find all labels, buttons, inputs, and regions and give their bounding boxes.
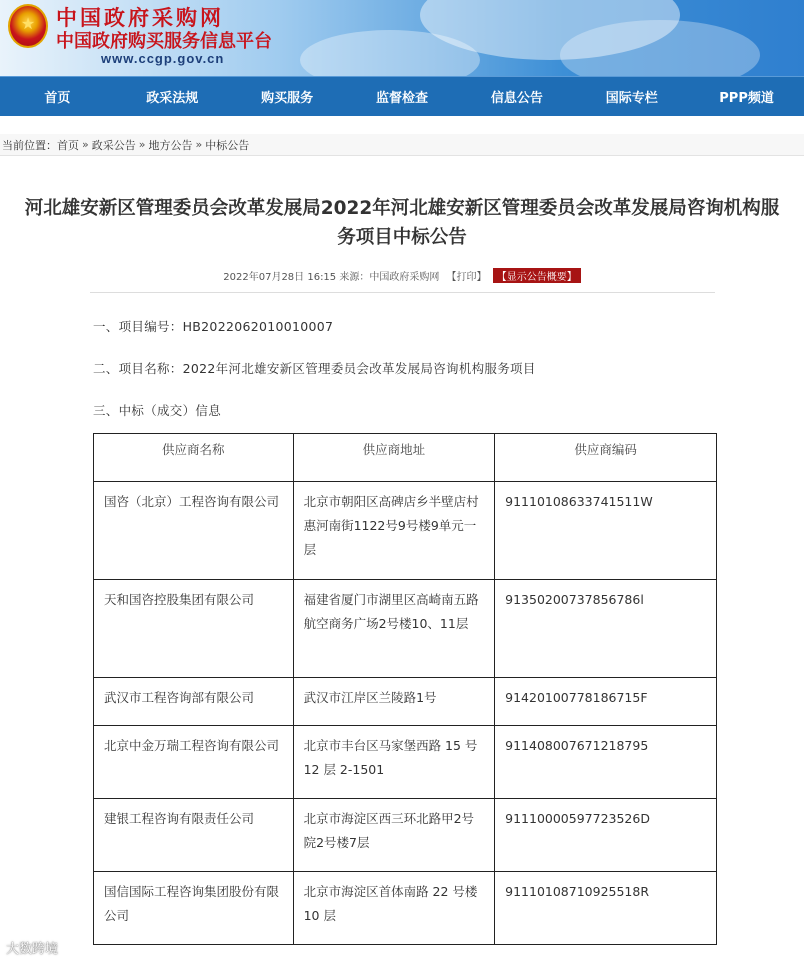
breadcrumb-separator: » [138,138,146,151]
main-nav [0,76,804,116]
winner-info-heading: 三、中标（成交）信息 [93,403,222,418]
table-header-row [94,434,717,482]
supplier-address: 北京市朝阳区高碑店乡半壁店村惠河南街1122号9号楼9单元一层 [293,482,495,580]
supplier-code: 911408007671218795 [495,726,717,799]
watermark: 大数跨境 [6,942,59,957]
nav-item-ppp[interactable]: PPP频道 [719,91,774,106]
table-row [94,678,717,726]
supplier-code: 91350200737856786l [495,580,717,678]
breadcrumb-separator: » [195,138,203,151]
supplier-name: 国信国际工程咨询集团股份有限公司 [94,872,294,945]
breadcrumb-local-notices[interactable]: 地方公告 [148,138,193,152]
header-supplier-code: 供应商编码 [495,434,717,482]
project-name-value: 2022年河北雄安新区管理委员会改革发展局咨询机构服务项目 [182,361,536,376]
table-row [94,799,717,872]
table-row [94,872,717,945]
supplier-address: 福建省厦门市湖里区高崎南五路航空商务广场2号楼10、11层 [293,580,495,678]
nav-item-regulations[interactable]: 政采法规 [146,91,199,106]
publish-date: 2022年07月28日 16:15 [223,272,337,283]
nav-item-international[interactable]: 国际专栏 [605,91,658,106]
supplier-name: 国咨（北京）工程咨询有限公司 [94,482,294,580]
header-supplier-address: 供应商地址 [293,434,495,482]
supplier-name: 天和国咨控股集团有限公司 [94,580,294,678]
project-name-label: 二、项目名称： [93,361,183,376]
site-banner [0,0,804,76]
print-link[interactable]: 【打印】 [446,272,487,283]
article-title: 河北雄安新区管理委员会改革发展局2022年河北雄安新区管理委员会改革发展局咨询机构服务项目中标公告 [24,198,780,248]
supplier-name: 建银工程咨询有限责任公司 [94,799,294,872]
nav-item-purchase-services[interactable]: 购买服务 [261,91,314,106]
nav-item-supervision[interactable]: 监督检查 [376,91,429,106]
site-subtitle: 中国政府购买服务信息平台 [56,31,272,52]
supplier-code: 91110108633741511W [495,482,717,580]
supplier-name: 北京中金万瑞工程咨询有限公司 [94,726,294,799]
supplier-address: 北京市丰台区马家堡西路 15 号 12 层 2-1501 [293,726,495,799]
show-summary-button[interactable]: 【显示公告概要】 [493,268,581,283]
divider [90,292,715,293]
supplier-code: 91110000597723526D [495,799,717,872]
supplier-code: 91420100778186715F [495,678,717,726]
table-row [94,482,717,580]
breadcrumb-separator: » [82,138,89,151]
site-title: 中国政府采购网 [56,6,224,30]
source-label: 来源： [339,272,370,283]
article [0,156,804,293]
supplier-address: 北京市海淀区西三环北路甲2号院2号楼7层 [293,799,495,872]
table-row [94,726,717,799]
nav-item-announcements[interactable]: 信息公告 [490,91,543,106]
project-number [93,317,333,335]
breadcrumb-home[interactable]: 首页 [57,138,79,152]
supplier-code: 91110108710925518R [495,872,717,945]
source-name: 中国政府采购网 [369,272,440,283]
supplier-address: 北京市海淀区首体南路 22 号楼 10 层 [293,872,495,945]
breadcrumb [0,134,804,156]
project-number-value: HB2022062010010007 [182,319,334,334]
nav-item-home[interactable]: 首页 [44,91,71,106]
header-supplier-name: 供应商名称 [94,434,294,482]
supplier-name: 武汉市工程咨询部有限公司 [94,678,294,726]
project-name [93,359,536,377]
national-emblem-icon [8,4,48,48]
site-url: www.ccgp.gov.cn [101,51,225,66]
breadcrumb-procurement-notices[interactable]: 政采公告 [91,138,136,152]
article-meta [0,268,804,283]
project-number-label: 一、项目编号： [93,319,183,334]
supplier-address: 武汉市江岸区兰陵路1号 [293,678,495,726]
breadcrumb-award-notices[interactable]: 中标公告 [205,138,250,152]
table-row [94,580,717,678]
breadcrumb-prefix: 当前位置： [2,138,57,152]
supplier-table [93,433,717,945]
